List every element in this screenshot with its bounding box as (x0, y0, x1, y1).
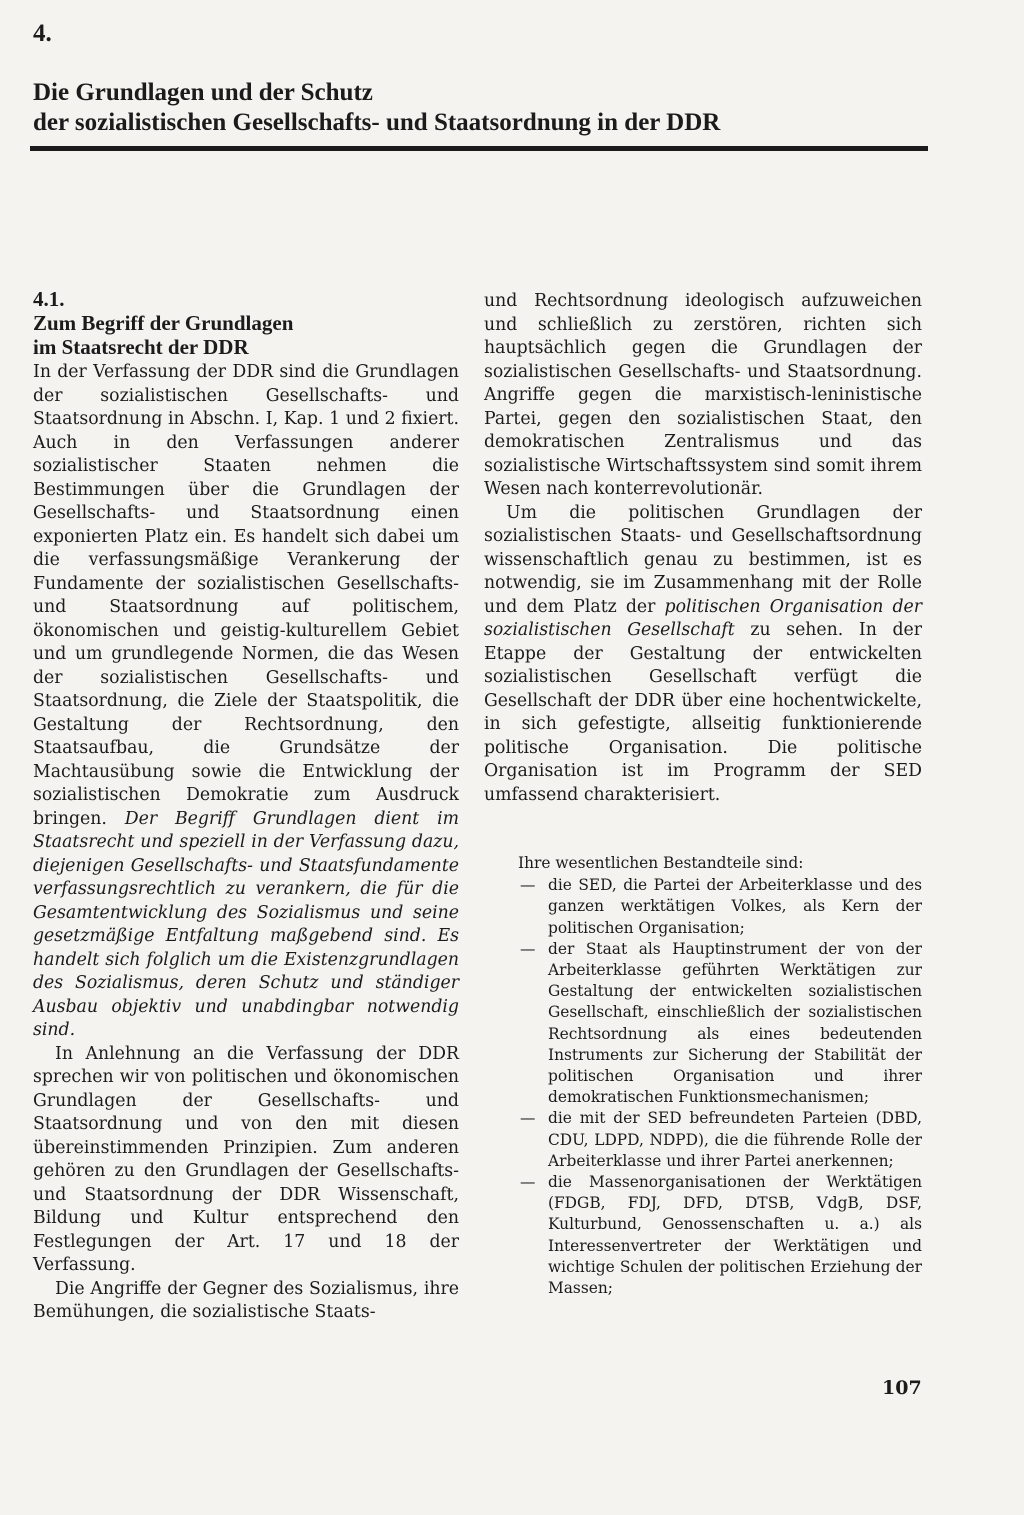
list-item-text: der Staat als Hauptinstrument der von der Arbeiterklasse geführten Werktätigen zur Gestaltung der entwickelten sozialistischen Gesellschaft, einschließlich der sozialistischen Rechtsordnung als eines bedeutenden Instruments zur Sicherung der Stabilität der politischen Organisation und ihrer demokratischen Funktionsmechanismen; (548, 939, 922, 1107)
paragraph: und Rechtsordnung ideologisch aufzuweichen und schließlich zu zerstören, richten sich hauptsächlich gegen die Grundlagen der sozialistischen Gesellschafts- und Staatsordnung. Angriffe gegen die marxistisch-leninistische Partei, gegen den sozialistischen Staat, den demokratischen Zentralismus und das sozialistische Wirtschaftssystem sind somit ihrem Wesen nach konterrevolutionär. (484, 291, 922, 499)
section-title-line: Zum Begriff der Grundlagen (33, 311, 294, 335)
chapter-number: 4. (33, 20, 52, 47)
chapter-title (33, 78, 933, 138)
section-heading (33, 287, 463, 359)
list-item (518, 1108, 922, 1172)
paragraph-emphasis: Der Begriff Grundlagen dient im Staatsrecht und speziell in der Verfassung dazu, diejenigen Gesellschafts- und Staatsfundamente verfassungsrechtlich zu verankern, die für die Gesamtentwicklung des Sozialismus und seine gesetzmäßige Entfaltung maßgebend sind. Es handelt sich folglich um die Existenzgrundlagen des Sozialismus, deren Schutz und ständiger Ausbau objektiv und unabdingbar notwendig sind. (33, 808, 460, 1040)
list-item-text: die mit der SED befreundeten Parteien (DBD, CDU, LDPD, NDPD), die die führende Rolle der Arbeiterklasse und ihrer Partei anerkennen; (548, 1109, 922, 1170)
paragraph-emphasis: politischen Organisation der sozialistischen Gesellschaft (484, 596, 922, 640)
paragraph: Die Angriffe der Gegner des Sozialismus, ihre Bemühungen, die sozialistische Staats- (33, 1278, 459, 1322)
list-item (518, 939, 922, 1109)
paragraph-text: Um die politischen Grundlagen der sozialistischen Staats- und Gesellschaftsordnung wissenschaftlich genau zu bestimmen, ist es notwendig, sie im Zusammenhang mit der Rolle und dem Platz der (484, 502, 922, 617)
list-item (518, 1172, 922, 1299)
list-item-text: die SED, die Partei der Arbeiterklasse und des ganzen werktätigen Volkes, als Kern der politischen Organisation; (548, 876, 922, 937)
dash-bullet: — (520, 876, 536, 895)
chapter-title-line: Die Grundlagen und der Schutz (33, 79, 373, 106)
dash-bullet: — (520, 1173, 536, 1192)
paragraph (33, 361, 459, 1043)
list-intro: Ihre wesentlichen Bestandteile sind: (518, 854, 804, 872)
paragraph-text: In der Verfassung der DDR sind die Grundlagen der sozialistischen Gesellschafts- und Staatsordnung in Abschn. I, Kap. 1 und 2 fixiert. Auch in den Verfassungen anderer sozialistischer Staaten nehmen die Bestimmungen über die Grundlagen der Gesellschafts- und Staatsordnung einen exponierten Platz ein. Es handelt sich dabei um die verfassungsmäßige Verankerung der Fundamente der sozialistischen Gesellschafts- und Staatsordnung auf politischem, ökonomischen und geistig-kulturellem Gebiet und um grundlegende Normen, die das Wesen der sozialistischen Gesellschafts- und Staatsordnung, die Ziele der Staatspolitik, die Gestaltung der Rechtsordnung, den Staatsaufbau, die Grundsätze der Machtausübung sowie die Entwicklung der sozialistischen Demokratie zum Ausdruck bringen. (33, 362, 459, 829)
component-list (518, 875, 922, 1299)
page-number: 107 (882, 1377, 922, 1399)
section-number: 4.1. (33, 287, 65, 311)
list-item (518, 875, 922, 939)
paragraph-text: zu sehen. In der Etappe der Gestaltung der entwickelten sozialistischen Gesellschaft verfügt die Gesellschaft der DDR über eine hochentwickelte, in sich gefestigte, allseitig funktionierende politische Organisation. Die politische Organisation ist im Programm der SED umfassend charakterisiert. (484, 620, 922, 805)
component-list-block (518, 853, 922, 1299)
right-column (484, 290, 922, 807)
dash-bullet: — (520, 939, 536, 958)
section-title-line: im Staatsrecht der DDR (33, 335, 249, 359)
chapter-title-line: der sozialistischen Gesellschafts- und Staatsordnung in der DDR (33, 109, 721, 136)
dash-bullet: — (520, 1109, 536, 1128)
left-column (33, 361, 459, 1325)
list-item-text: die Massenorganisationen der Werktätigen (FDGB, FDJ, DFD, DTSB, VdgB, DSF, Kulturbund, Genossenschaften u. a.) als Interessenvertreter der Werktätigen und wichtige Schulen der politischen Erziehung der Massen; (548, 1173, 922, 1298)
paragraph (484, 502, 922, 808)
paragraph: In Anlehnung an die Verfassung der DDR sprechen wir von politischen und ökonomischen Grundlagen der Gesellschafts- und Staatsordnung und von den mit diesen übereinstimmenden Prinzipien. Zum anderen gehören zu den Grundlagen der Gesellschafts- und Staatsordnung der DDR Wissenschaft, Bildung und Kultur entsprechend den Festlegungen der Art. 17 und 18 der Verfassung. (33, 1043, 459, 1275)
chapter-rule (30, 146, 928, 151)
